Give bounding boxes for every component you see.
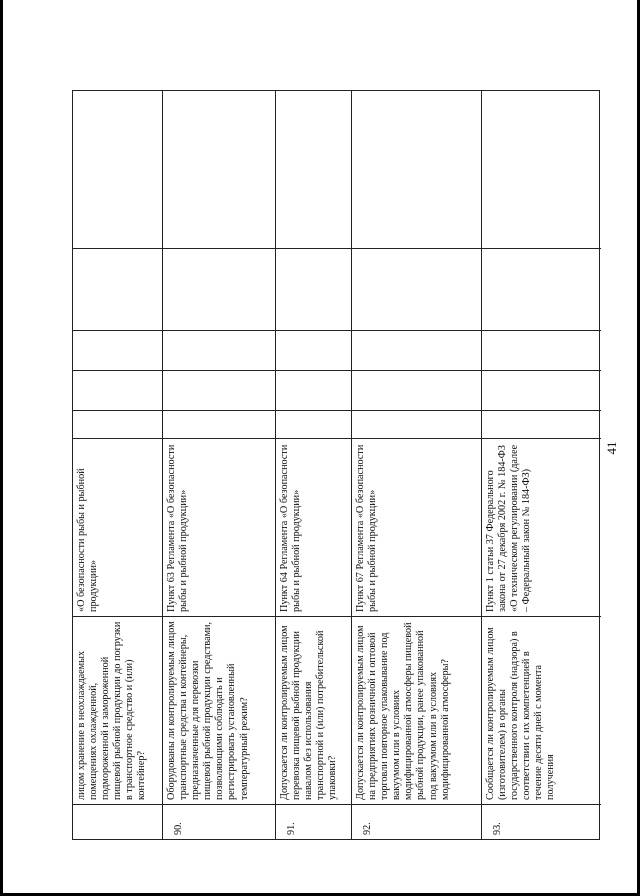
answer-no-cell <box>482 370 601 410</box>
extra-cell <box>482 248 601 330</box>
note-cell <box>352 89 481 248</box>
question-cell: Сообщается ли контролируемым лицом (изготовителем) в органы государственного контроля (надзора) в соответствии с их компетенцией в течение десяти дней с момента получения <box>482 616 601 804</box>
answer-no-cell <box>163 370 275 410</box>
reference-cell: «О безопасности рыбы и рыбной продукции» <box>73 438 162 616</box>
answer-na-cell <box>352 330 481 370</box>
row-number: 90. <box>163 804 275 839</box>
question-cell: Допускается ли контролируемым лицом перевозка пищевой рыбной продукции навалом без использования транспортной и (или) потребительской упаковки? <box>276 616 351 804</box>
note-cell <box>73 89 162 248</box>
question-cell: лицом хранение в неохлаждаемых помещениях охлажденной, подмороженной и замороженной пищевой рыбной продукции до погрузки в транспортное средство и (или) контейнер? <box>73 616 162 804</box>
answer-na-cell <box>73 330 162 370</box>
question-cell: Оборудованы ли контролируемым лицом транспортные средства и контейнеры, предназначенные для перевозки пищевой рыбной продукции средствами, позволяющими соблюдать и регистрировать установленный температурный режим? <box>163 616 275 804</box>
reference-cell: Пункт 67 Регламента «О безопасности рыбы и рыбной продукции» <box>352 438 481 616</box>
answer-na-cell <box>163 330 275 370</box>
row-number: 91. <box>276 804 351 839</box>
table-area <box>72 90 600 840</box>
row-number: 92. <box>352 804 481 839</box>
extra-cell <box>73 248 162 330</box>
table-row <box>276 91 352 839</box>
reference-cell: Пункт 1 статьи 37 Федерального закона от 27 декабря 2002 г. № 184-ФЗ «О техническом регулировании (далее – Федеральный закон № 184-ФЗ) <box>482 438 601 616</box>
table-row <box>482 91 601 839</box>
reference-cell: Пункт 63 Регламента «О безопасности рыбы и рыбной продукции» <box>163 438 275 616</box>
answer-na-cell <box>482 330 601 370</box>
answer-yes-cell <box>73 410 162 438</box>
extra-cell <box>352 248 481 330</box>
extra-cell <box>276 248 351 330</box>
row-number: 93. <box>482 804 601 839</box>
row-number <box>73 804 162 839</box>
answer-yes-cell <box>482 410 601 438</box>
reference-cell: Пункт 64 Регламента «О безопасности рыбы и рыбной продукции» <box>276 438 351 616</box>
table-row <box>352 91 482 839</box>
table-row <box>163 91 276 839</box>
answer-yes-cell <box>276 410 351 438</box>
checklist-table <box>72 90 600 840</box>
page-number: 41 <box>604 441 619 455</box>
answer-na-cell <box>276 330 351 370</box>
answer-yes-cell <box>352 410 481 438</box>
table-row <box>73 91 163 839</box>
answer-no-cell <box>276 370 351 410</box>
answer-yes-cell <box>163 410 275 438</box>
note-cell <box>276 89 351 248</box>
answer-no-cell <box>352 370 481 410</box>
extra-cell <box>163 248 275 330</box>
note-cell <box>163 89 275 248</box>
note-cell <box>482 89 601 248</box>
answer-no-cell <box>73 370 162 410</box>
question-cell: Допускается ли контролируемым лицом на предприятиях розничной и оптовой торговли повторное упаковывание под вакуумом или в условиях модифицированной атмосферы пищевой рыбной продукции, ранее упакованной под вакуумом или в условиях модифицированной атмосферы? <box>352 616 481 804</box>
scan-edge-left <box>0 0 3 896</box>
